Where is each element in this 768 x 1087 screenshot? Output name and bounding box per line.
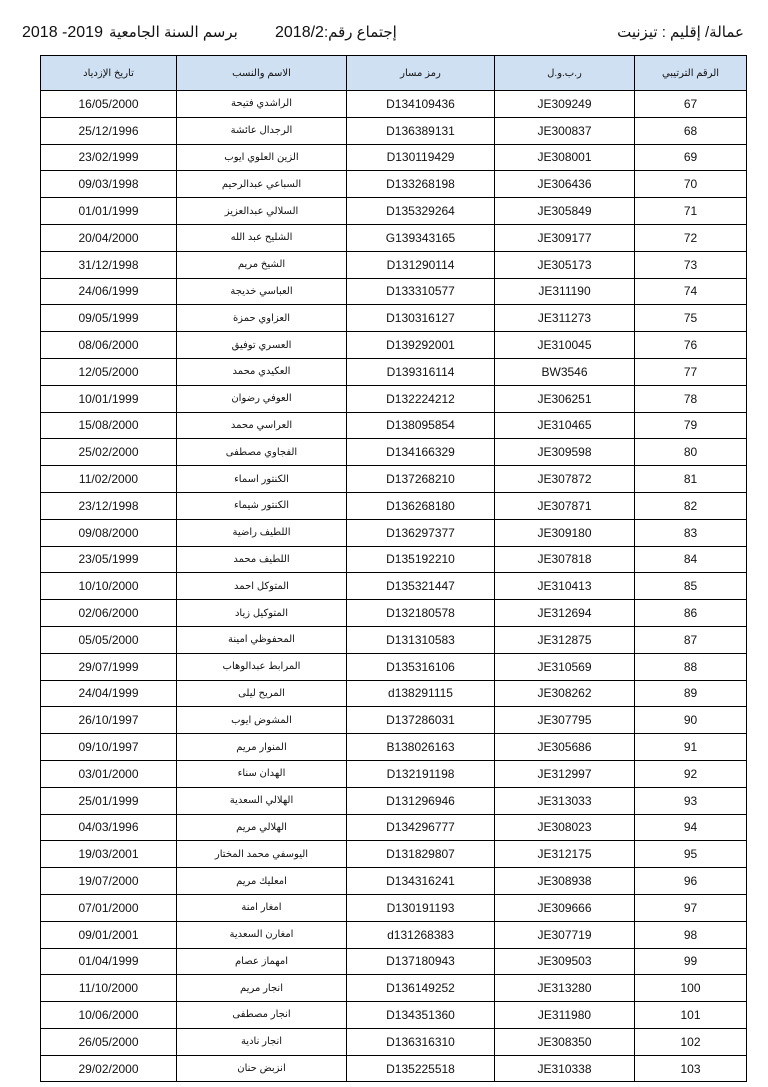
rank-cell: 69 (635, 144, 747, 171)
birth-date-cell: 25/01/1999 (41, 787, 177, 814)
name-cell: الرجدال عائشة (177, 117, 347, 144)
rank-cell: 98 (635, 921, 747, 948)
rbol-cell: JE309249 (495, 91, 635, 118)
table-row (41, 680, 747, 707)
name-cell: العوفي رضوان (177, 385, 347, 412)
rbol-cell: JE307719 (495, 921, 635, 948)
code-cell: D130119429 (347, 144, 495, 171)
rank-cell: 76 (635, 332, 747, 359)
name-cell: اليوسفي محمد المختار (177, 841, 347, 868)
code-cell: D136149252 (347, 975, 495, 1002)
name-cell: المنوار مريم (177, 734, 347, 761)
code-cell: D134109436 (347, 91, 495, 118)
rank-cell: 87 (635, 626, 747, 653)
name-cell: الشليح عبد الله (177, 224, 347, 251)
rank-cell: 67 (635, 91, 747, 118)
code-cell: D130191193 (347, 894, 495, 921)
document-header (22, 20, 744, 48)
birth-date-cell: 03/01/2000 (41, 760, 177, 787)
table-row (41, 1028, 747, 1055)
table-row (41, 814, 747, 841)
name-cell: الكنتور شيماء (177, 492, 347, 519)
column-header-code: رمز مسار (347, 56, 495, 91)
name-cell: العزاوي حمزة (177, 305, 347, 332)
table-row (41, 841, 747, 868)
name-cell: العسري توفيق (177, 332, 347, 359)
code-cell: D135225518 (347, 1055, 495, 1082)
table-row (41, 894, 747, 921)
code-cell: D133268198 (347, 171, 495, 198)
rbol-cell: JE309180 (495, 519, 635, 546)
rbol-cell: JE306436 (495, 171, 635, 198)
birth-date-cell: 09/01/2001 (41, 921, 177, 948)
name-cell: الهلالي السعدية (177, 787, 347, 814)
code-cell: G139343165 (347, 224, 495, 251)
rank-cell: 81 (635, 466, 747, 493)
rbol-cell: JE310465 (495, 412, 635, 439)
name-cell: اللطيف راضية (177, 519, 347, 546)
rbol-cell: JE310569 (495, 653, 635, 680)
birth-date-cell: 25/12/1996 (41, 117, 177, 144)
name-cell: العكيدي محمد (177, 358, 347, 385)
code-cell: D135329264 (347, 198, 495, 225)
rank-cell: 96 (635, 868, 747, 895)
rbol-cell: JE307818 (495, 546, 635, 573)
rank-cell: 103 (635, 1055, 747, 1082)
table-row (41, 278, 747, 305)
birth-date-cell: 19/07/2000 (41, 868, 177, 895)
rbol-cell: JE308938 (495, 868, 635, 895)
rbol-cell: JE310338 (495, 1055, 635, 1082)
table-row (41, 760, 747, 787)
birth-date-cell: 09/05/1999 (41, 305, 177, 332)
code-cell: D134351360 (347, 1002, 495, 1029)
rbol-cell: JE312694 (495, 600, 635, 627)
name-cell: العباسي خديجة (177, 278, 347, 305)
rank-cell: 71 (635, 198, 747, 225)
name-cell: السباعي عبدالرحيم (177, 171, 347, 198)
table-row (41, 707, 747, 734)
birth-date-cell: 20/04/2000 (41, 224, 177, 251)
rank-cell: 77 (635, 358, 747, 385)
rank-cell: 85 (635, 573, 747, 600)
rank-cell: 73 (635, 251, 747, 278)
birth-date-cell: 10/10/2000 (41, 573, 177, 600)
table-row (41, 91, 747, 118)
rbol-cell: JE305173 (495, 251, 635, 278)
rank-cell: 90 (635, 707, 747, 734)
table-row (41, 626, 747, 653)
table-row (41, 224, 747, 251)
rank-cell: 91 (635, 734, 747, 761)
rank-cell: 95 (635, 841, 747, 868)
rbol-cell: JE309666 (495, 894, 635, 921)
meeting-label: إجتماع رقم: (323, 24, 397, 41)
table-row (41, 305, 747, 332)
rank-cell: 74 (635, 278, 747, 305)
rbol-cell: JE307872 (495, 466, 635, 493)
column-header-birth: تاريخ الإزدياد (41, 56, 177, 91)
name-cell: الهلالي مريم (177, 814, 347, 841)
code-cell: D136268180 (347, 492, 495, 519)
code-cell: D132224212 (347, 385, 495, 412)
rbol-cell: JE307795 (495, 707, 635, 734)
code-cell: D131310583 (347, 626, 495, 653)
birth-date-cell: 29/02/2000 (41, 1055, 177, 1082)
name-cell: امعليك مريم (177, 868, 347, 895)
rank-cell: 79 (635, 412, 747, 439)
code-cell: D131290114 (347, 251, 495, 278)
table-row (41, 198, 747, 225)
table-row (41, 466, 747, 493)
table-row (41, 412, 747, 439)
name-cell: انجار مريم (177, 975, 347, 1002)
name-cell: انجار نادية (177, 1028, 347, 1055)
birth-date-cell: 31/12/1998 (41, 251, 177, 278)
birth-date-cell: 09/08/2000 (41, 519, 177, 546)
name-cell: اللطيف محمد (177, 546, 347, 573)
birth-date-cell: 01/01/1999 (41, 198, 177, 225)
rbol-cell: JE308350 (495, 1028, 635, 1055)
code-cell: D139292001 (347, 332, 495, 359)
birth-date-cell: 11/02/2000 (41, 466, 177, 493)
birth-date-cell: 15/08/2000 (41, 412, 177, 439)
table-row (41, 519, 747, 546)
birth-date-cell: 10/01/1999 (41, 385, 177, 412)
table-row (41, 868, 747, 895)
rbol-cell: JE313033 (495, 787, 635, 814)
rbol-cell: JE309598 (495, 439, 635, 466)
column-header-name: الاسم والنسب (177, 56, 347, 91)
table-row (41, 144, 747, 171)
rbol-cell: JE312997 (495, 760, 635, 787)
code-cell: D135316106 (347, 653, 495, 680)
code-cell: D135192210 (347, 546, 495, 573)
code-cell: D132191198 (347, 760, 495, 787)
name-cell: المحفوظي امينة (177, 626, 347, 653)
table-row (41, 546, 747, 573)
code-cell: D133310577 (347, 278, 495, 305)
name-cell: انجار مصطفى (177, 1002, 347, 1029)
rank-cell: 94 (635, 814, 747, 841)
birth-date-cell: 19/03/2001 (41, 841, 177, 868)
code-cell: D136316310 (347, 1028, 495, 1055)
birth-date-cell: 07/01/2000 (41, 894, 177, 921)
table-row (41, 385, 747, 412)
birth-date-cell: 23/12/1998 (41, 492, 177, 519)
rank-cell: 72 (635, 224, 747, 251)
name-cell: امغارن السعدية (177, 921, 347, 948)
birth-date-cell: 10/06/2000 (41, 1002, 177, 1029)
name-cell: المريح ليلى (177, 680, 347, 707)
table-body (41, 91, 747, 1082)
meeting-info (269, 23, 397, 42)
name-cell: المشوض ايوب (177, 707, 347, 734)
code-cell: D137268210 (347, 466, 495, 493)
birth-date-cell: 11/10/2000 (41, 975, 177, 1002)
province-label: عمالة/ إقليم : تيزنيت (617, 24, 744, 41)
birth-date-cell: 24/06/1999 (41, 278, 177, 305)
rank-cell: 97 (635, 894, 747, 921)
rank-cell: 86 (635, 600, 747, 627)
rank-cell: 84 (635, 546, 747, 573)
code-cell: B138026163 (347, 734, 495, 761)
name-cell: الراشدي فتيحة (177, 91, 347, 118)
name-cell: السلالي عبدالعزيز (177, 198, 347, 225)
code-cell: D131296946 (347, 787, 495, 814)
birth-date-cell: 29/07/1999 (41, 653, 177, 680)
birth-date-cell: 26/05/2000 (41, 1028, 177, 1055)
code-cell: D137180943 (347, 948, 495, 975)
birth-date-cell: 12/05/2000 (41, 358, 177, 385)
code-cell: D130316127 (347, 305, 495, 332)
rank-cell: 93 (635, 787, 747, 814)
rbol-cell: JE311190 (495, 278, 635, 305)
column-header-rank: الرقم الترتيبي (635, 56, 747, 91)
table-row (41, 117, 747, 144)
code-cell: D134316241 (347, 868, 495, 895)
birth-date-cell: 23/05/1999 (41, 546, 177, 573)
rbol-cell: JE309503 (495, 948, 635, 975)
rank-cell: 101 (635, 1002, 747, 1029)
meeting-number: 2018/2 (275, 24, 324, 41)
students-table (40, 55, 747, 1082)
code-cell: d131268383 (347, 921, 495, 948)
rbol-cell: JE313280 (495, 975, 635, 1002)
name-cell: الفجاوي مصطفى (177, 439, 347, 466)
code-cell: D136389131 (347, 117, 495, 144)
rank-cell: 88 (635, 653, 747, 680)
table-row (41, 787, 747, 814)
table-row (41, 734, 747, 761)
rank-cell: 99 (635, 948, 747, 975)
rank-cell: 80 (635, 439, 747, 466)
table-row (41, 171, 747, 198)
table-row (41, 332, 747, 359)
birth-date-cell: 02/06/2000 (41, 600, 177, 627)
rank-cell: 70 (635, 171, 747, 198)
rank-cell: 92 (635, 760, 747, 787)
rbol-cell: JE308023 (495, 814, 635, 841)
rank-cell: 82 (635, 492, 747, 519)
code-cell: D134166329 (347, 439, 495, 466)
rbol-cell: JE305849 (495, 198, 635, 225)
code-cell: D136297377 (347, 519, 495, 546)
rbol-cell: JE306251 (495, 385, 635, 412)
code-cell: D134296777 (347, 814, 495, 841)
birth-date-cell: 24/04/1999 (41, 680, 177, 707)
code-cell: D139316114 (347, 358, 495, 385)
academic-year-range: 2018 -2019 (22, 24, 103, 41)
name-cell: الهدان سناء (177, 760, 347, 787)
name-cell: امغار امنة (177, 894, 347, 921)
table-row (41, 975, 747, 1002)
rbol-cell: JE308262 (495, 680, 635, 707)
birth-date-cell: 09/03/1998 (41, 171, 177, 198)
rank-cell: 89 (635, 680, 747, 707)
table-row (41, 921, 747, 948)
table-row (41, 573, 747, 600)
column-header-rbol: ر.ب.و.ل (495, 56, 635, 91)
name-cell: المرابط عبدالوهاب (177, 653, 347, 680)
table-header-row (41, 56, 747, 91)
birth-date-cell: 04/03/1996 (41, 814, 177, 841)
name-cell: امهماز عصام (177, 948, 347, 975)
birth-date-cell: 25/02/2000 (41, 439, 177, 466)
table-row (41, 1055, 747, 1082)
rbol-cell: JE311980 (495, 1002, 635, 1029)
rank-cell: 68 (635, 117, 747, 144)
academic-year-info (22, 23, 238, 42)
table-row (41, 1002, 747, 1029)
name-cell: المتوكيل زياد (177, 600, 347, 627)
birth-date-cell: 01/04/1999 (41, 948, 177, 975)
rbol-cell: JE310413 (495, 573, 635, 600)
rbol-cell: BW3546 (495, 358, 635, 385)
code-cell: d138291115 (347, 680, 495, 707)
academic-year-label: برسم السنة الجامعية (108, 24, 238, 41)
birth-date-cell: 05/05/2000 (41, 626, 177, 653)
rbol-cell: JE310045 (495, 332, 635, 359)
rank-cell: 75 (635, 305, 747, 332)
code-cell: D137286031 (347, 707, 495, 734)
table-row (41, 600, 747, 627)
code-cell: D132180578 (347, 600, 495, 627)
table-row (41, 948, 747, 975)
rank-cell: 78 (635, 385, 747, 412)
table-row (41, 439, 747, 466)
rbol-cell: JE307871 (495, 492, 635, 519)
birth-date-cell: 08/06/2000 (41, 332, 177, 359)
name-cell: العراسي محمد (177, 412, 347, 439)
rbol-cell: JE309177 (495, 224, 635, 251)
name-cell: الشيخ مريم (177, 251, 347, 278)
birth-date-cell: 26/10/1997 (41, 707, 177, 734)
rbol-cell: JE311273 (495, 305, 635, 332)
rbol-cell: JE308001 (495, 144, 635, 171)
table-row (41, 653, 747, 680)
table-row (41, 251, 747, 278)
rbol-cell: JE312875 (495, 626, 635, 653)
rank-cell: 83 (635, 519, 747, 546)
rbol-cell: JE300837 (495, 117, 635, 144)
rank-cell: 102 (635, 1028, 747, 1055)
code-cell: D135321447 (347, 573, 495, 600)
rank-cell: 100 (635, 975, 747, 1002)
birth-date-cell: 09/10/1997 (41, 734, 177, 761)
table-row (41, 358, 747, 385)
name-cell: انزبض حنان (177, 1055, 347, 1082)
name-cell: المتوكل احمد (177, 573, 347, 600)
rbol-cell: JE305686 (495, 734, 635, 761)
rbol-cell: JE312175 (495, 841, 635, 868)
name-cell: الزين العلوي ايوب (177, 144, 347, 171)
code-cell: D131829807 (347, 841, 495, 868)
name-cell: الكنتور اسماء (177, 466, 347, 493)
code-cell: D138095854 (347, 412, 495, 439)
table-row (41, 492, 747, 519)
birth-date-cell: 16/05/2000 (41, 91, 177, 118)
birth-date-cell: 23/02/1999 (41, 144, 177, 171)
